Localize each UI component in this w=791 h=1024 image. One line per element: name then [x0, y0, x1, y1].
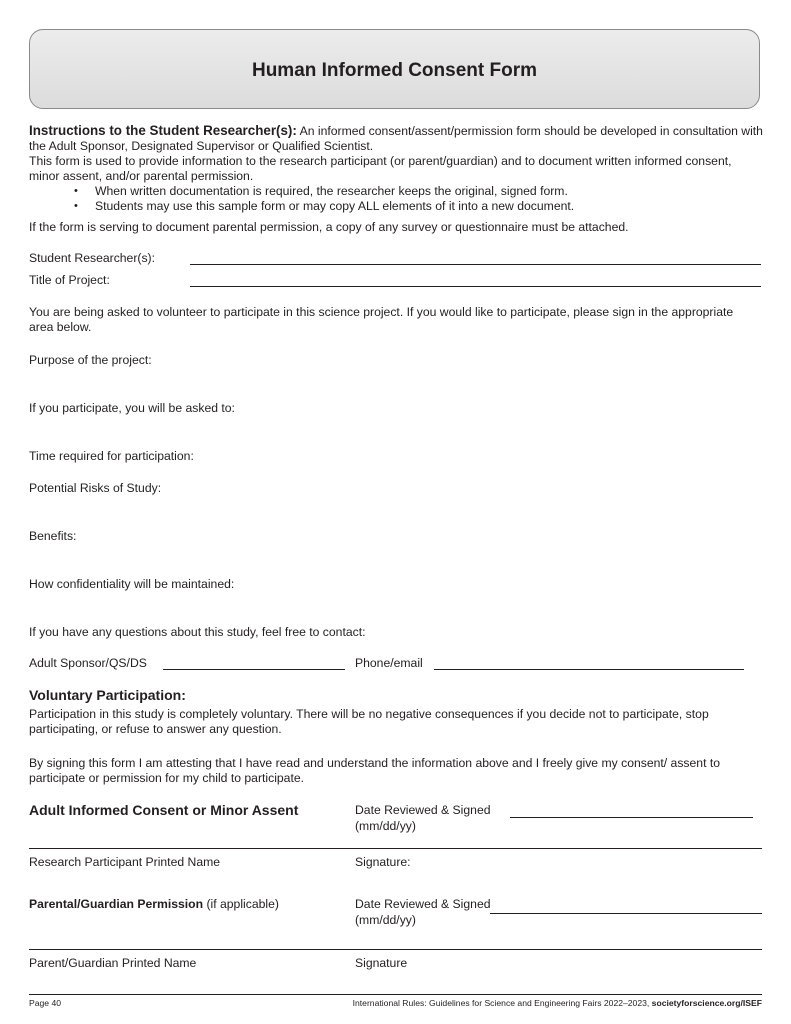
participant-signature-label: Signature: — [355, 855, 411, 869]
parent-signature-label: Signature — [355, 956, 408, 970]
instructions-text-2: This form is used to provide information to the research participant (or parent/guardian) and to document written informed consent, minor assent, and/or parental permission. — [29, 154, 732, 183]
page-title: Human Informed Consent Form — [251, 60, 537, 81]
parental-date-format: (mm/dd/yy) — [355, 913, 416, 927]
voluntary-paragraph-1: Participation in this study is completely voluntary. There will be no negative consequences if you decide not to participate, stop participating, or refuse to answer any question. — [29, 707, 709, 736]
purpose-prompt: Purpose of the project: — [29, 353, 152, 367]
adult-date-format: (mm/dd/yy) — [355, 819, 416, 833]
risks-prompt: Potential Risks of Study: — [29, 481, 162, 495]
bullet-item: • Students may use this sample form or may copy ALL elements of it into a new document. — [74, 199, 764, 214]
intro-text: You are being asked to volunteer to participate in this science project. If you would like to participate, please sign in the appropriate area below. — [29, 305, 734, 334]
adult-date-line[interactable] — [510, 817, 753, 818]
bullet-item: • When written documentation is required, the researcher keeps the original, signed form. — [74, 184, 764, 199]
sponsor-label: Adult Sponsor/QS/DS — [29, 656, 147, 670]
sponsor-line[interactable] — [163, 669, 345, 670]
parent-printed-name-label: Parent/Guardian Printed Name — [29, 956, 197, 970]
title-of-project-label: Title of Project: — [29, 273, 110, 287]
instructions-note: If the form is serving to document parental permission, a copy of any survey or questionnaire must be attached. — [29, 220, 629, 234]
instructions — [29, 123, 764, 235]
student-researchers-line[interactable] — [190, 264, 761, 265]
instructions-text-1: An informed consent/assent/permission form should be developed in consultation with the Adult Sponsor, Designated Supervisor or Qualified Scientist. — [29, 124, 763, 153]
instructions-paragraph — [29, 123, 764, 154]
footer-url-link[interactable]: societyforscience.org/ISEF — [651, 998, 762, 1008]
student-researchers-label: Student Researcher(s): — [29, 251, 155, 265]
instructions-bullets — [74, 184, 764, 214]
parental-date-label: Date Reviewed & Signed — [355, 897, 491, 911]
parental-heading — [29, 897, 279, 912]
voluntary-heading: Voluntary Participation: — [29, 687, 186, 703]
parental-heading-bold: Parental/Guardian Permission — [29, 897, 204, 911]
confidentiality-prompt: How confidentiality will be maintained: — [29, 577, 235, 591]
asked-to-prompt: If you participate, you will be asked to: — [29, 401, 235, 415]
footer-rule — [29, 994, 762, 995]
parental-heading-rest: (if applicable) — [203, 897, 279, 911]
footer-rules — [353, 998, 762, 1009]
parental-date-line[interactable] — [490, 913, 762, 914]
phone-email-line[interactable] — [434, 669, 744, 670]
participant-printed-name-label: Research Participant Printed Name — [29, 855, 221, 869]
adult-consent-heading: Adult Informed Consent or Minor Assent — [29, 802, 299, 818]
adult-date-label: Date Reviewed & Signed — [355, 803, 491, 817]
title-box — [29, 29, 760, 109]
phone-email-label: Phone/email — [355, 656, 423, 670]
footer-page-number: Page 40 — [29, 998, 62, 1008]
title-of-project-line[interactable] — [190, 286, 761, 287]
footer-rules-text: International Rules: Guidelines for Science and Engineering Fairs 2022–2023, — [352, 998, 652, 1008]
instructions-heading: Instructions to the Student Researcher(s): — [29, 123, 297, 138]
benefits-prompt: Benefits: — [29, 529, 77, 543]
parental-signature-rule[interactable] — [29, 949, 762, 950]
voluntary-paragraph-2: By signing this form I am attesting that I have read and understand the information above and I freely give my consent/ assent to participate or permission for my child to participate. — [29, 756, 721, 785]
time-required-prompt: Time required for participation: — [29, 449, 194, 463]
adult-signature-rule[interactable] — [29, 848, 762, 849]
questions-prompt: If you have any questions about this study, feel free to contact: — [29, 625, 366, 639]
